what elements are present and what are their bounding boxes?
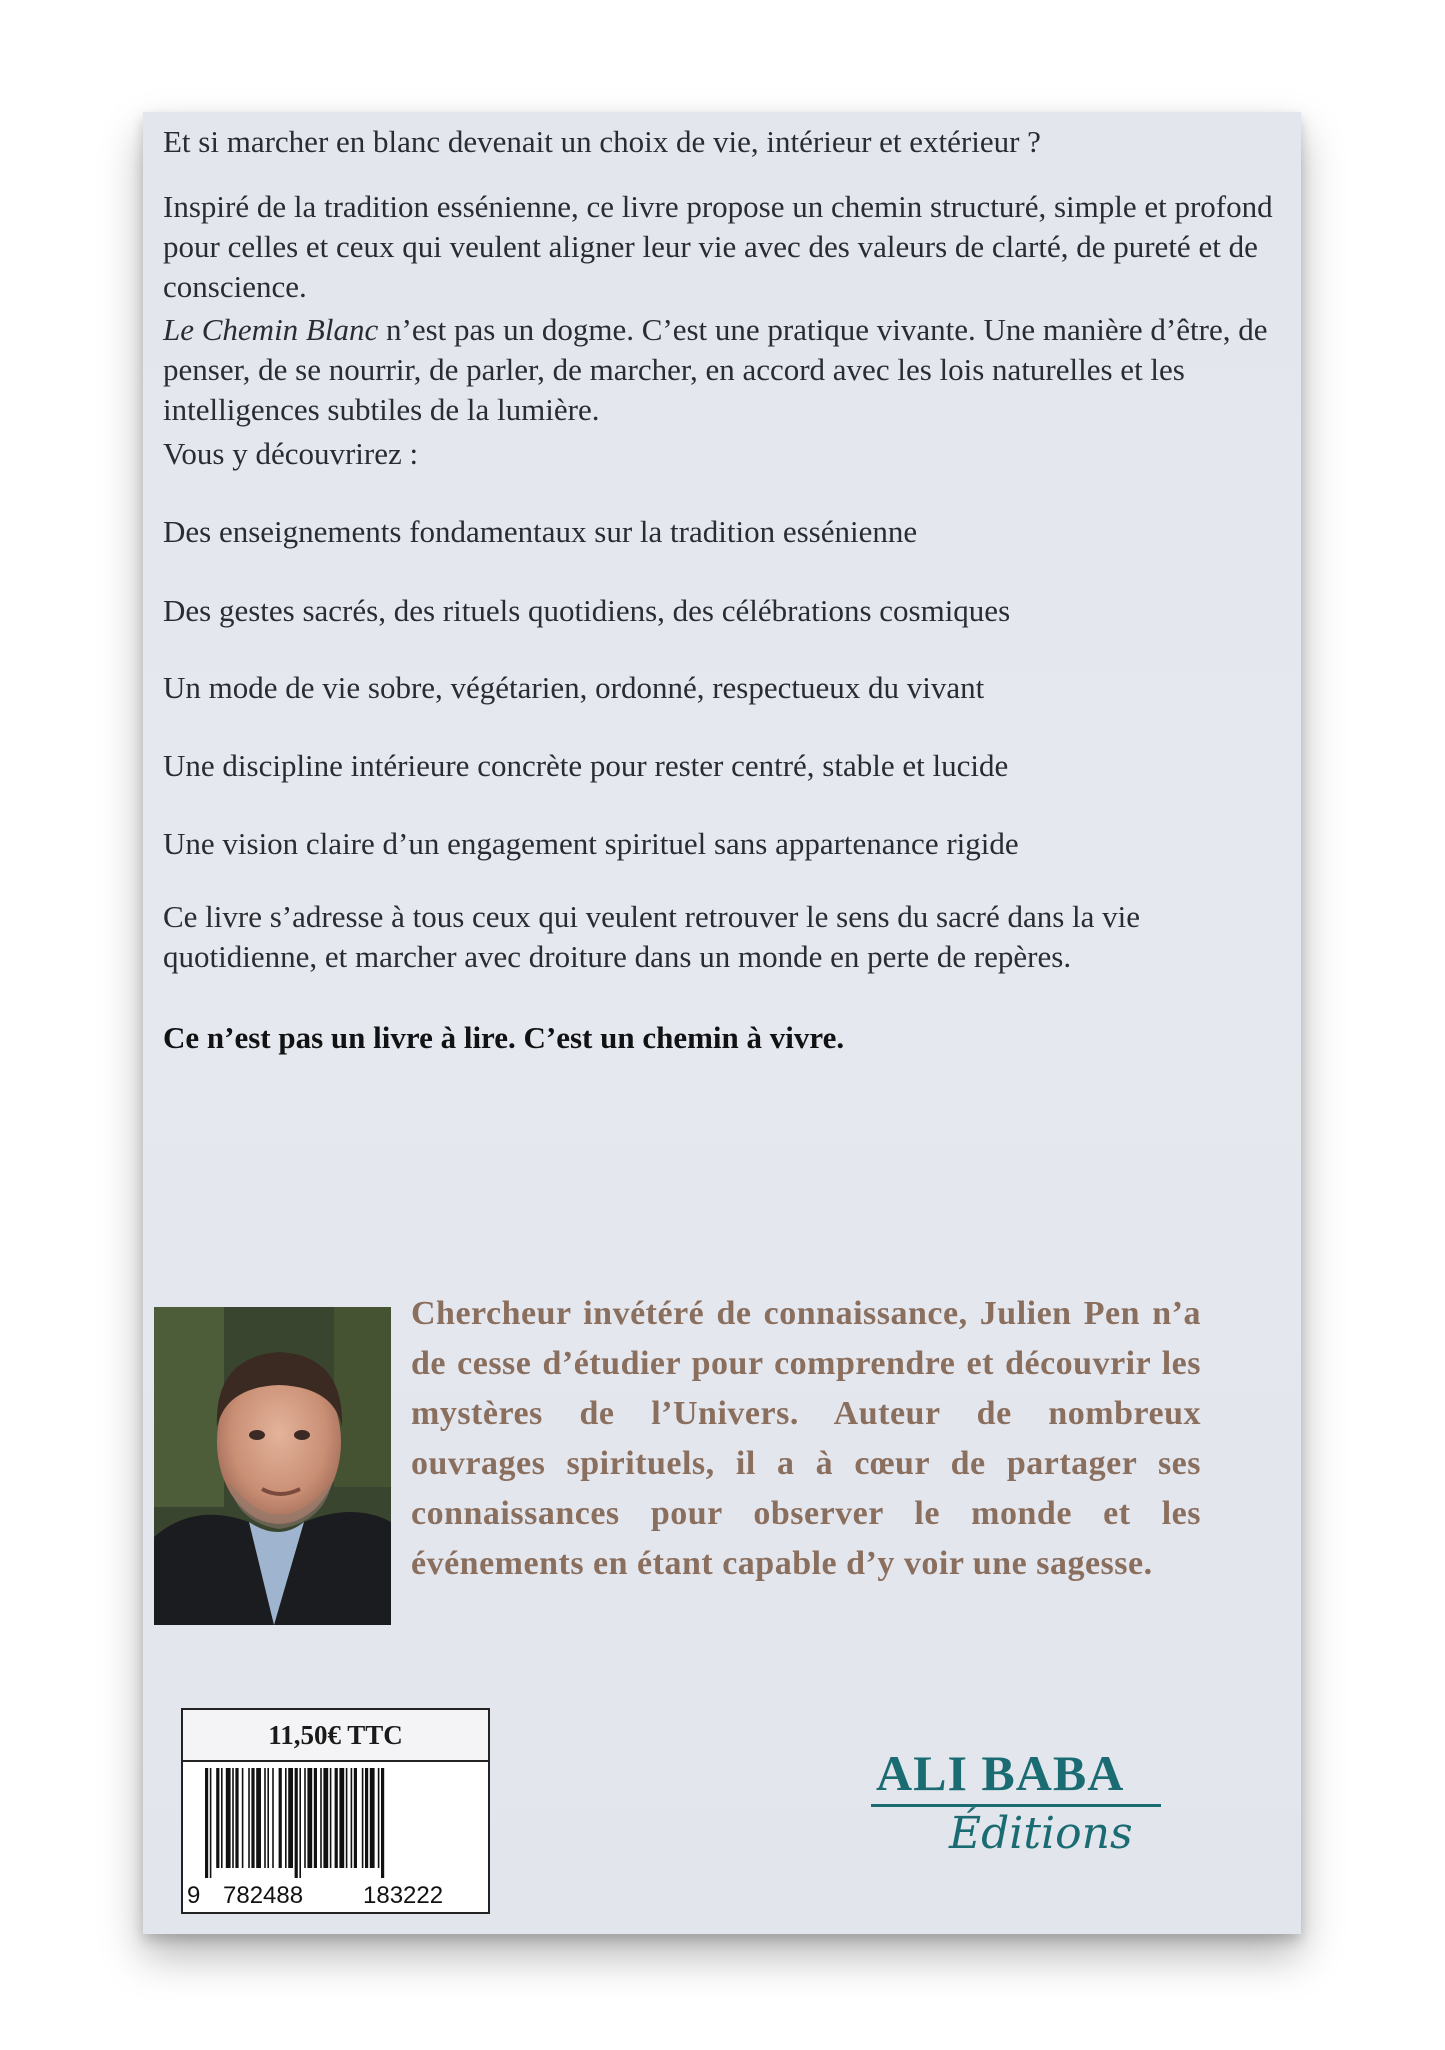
barcode-bar (299, 1768, 301, 1878)
barcode-bar (362, 1768, 364, 1868)
author-photo (154, 1307, 391, 1625)
barcode-bar (232, 1768, 234, 1868)
barcode-bar (339, 1768, 344, 1868)
isbn-digit-prefix: 9 (187, 1882, 201, 1909)
author-bio: Chercheur invétéré de connaissance, Julien Pen n’a de cesse d’étudier pour comprendre et découvrir les mystères de l’Univers. Auteur de nombreux ouvrages spirituels, il a à cœur de partager ses connaissances pour observer le monde et les événements en étant capable d’y voir une sagesse. (411, 1295, 1201, 1582)
barcode-bar (226, 1768, 231, 1868)
barcode-bar (314, 1768, 317, 1868)
price-label: 11,50€ TTC (181, 1708, 490, 1762)
audience-paragraph: Ce livre s’adresse à tous ceux qui veulent retrouver le sens du sacré dans la vie quotidienne, et marcher avec droiture dans un monde en perte de repères. (163, 899, 1141, 974)
barcode-bar (242, 1768, 244, 1868)
isbn-digits-left: 782488 (223, 1882, 304, 1909)
discover-item: Un mode de vie sobre, végétarien, ordonné, respectueux du vivant (163, 670, 985, 705)
barcode-bar (307, 1768, 312, 1868)
intro-question: Et si marcher en blanc devenait un choix de vie, intérieur et extérieur ? (163, 124, 1041, 159)
barcode-bar (235, 1768, 238, 1868)
discover-item: Une vision claire d’un engagement spirituel sans appartenance rigide (163, 826, 1019, 861)
barcode-bar (354, 1768, 357, 1868)
barcode-bar (323, 1768, 328, 1868)
dogma-paragraph-text: n’est pas un dogme. C’est une pratique vivante. Une manière d’être, de penser, de se nourrir, de parler, de marcher, en accord avec les lois naturelles et les intelligences subtiles de la lumière. (163, 312, 1268, 427)
book-title: Le Chemin Blanc (163, 312, 379, 347)
publisher-rule (871, 1804, 1161, 1807)
barcode-bar (330, 1768, 332, 1868)
barcode-bar (221, 1768, 223, 1868)
discover-heading: Vous y découvrirez : (163, 436, 419, 471)
barcode-bar (264, 1768, 266, 1868)
barcode-bar (335, 1768, 338, 1868)
barcode-bar (248, 1768, 250, 1868)
barcode-bars (183, 1762, 488, 1880)
publisher-logo (871, 1732, 1171, 1862)
barcode-bar (304, 1768, 306, 1868)
barcode-bar (267, 1768, 269, 1868)
discover-item: Des enseignements fondamentaux sur la tradition essénienne (163, 514, 918, 549)
barcode-bar (346, 1768, 348, 1868)
barcode-bar (288, 1768, 293, 1868)
inspired-paragraph: Inspiré de la tradition essénienne, ce livre propose un chemin structuré, simple et profond pour celles et ceux qui veulent aligner leur vie avec des valeurs de clarté, de pureté et de conscience. (163, 189, 1273, 304)
publisher-subtitle: Éditions (949, 1808, 1133, 1859)
isbn-barcode (181, 1760, 490, 1914)
dogma-paragraph (163, 310, 1273, 430)
isbn-digits-right: 183222 (363, 1882, 444, 1909)
barcode-bar (351, 1768, 353, 1868)
barcode-bar (251, 1768, 254, 1868)
barcode-bar (272, 1768, 274, 1868)
barcode-bar (320, 1768, 322, 1868)
discover-item: Une discipline intérieure concrète pour rester centré, stable et lucide (163, 748, 1009, 783)
barcode-bar (210, 1768, 212, 1878)
barcode-bar (205, 1768, 208, 1878)
barcode-bar (216, 1768, 219, 1868)
barcode-bar (295, 1768, 298, 1878)
barcode-bar (285, 1768, 287, 1868)
barcode-bar (365, 1768, 368, 1868)
barcode-bar (381, 1768, 384, 1878)
author-photo-illustration (154, 1307, 391, 1625)
discover-item: Des gestes sacrés, des rituels quotidiens, des célébrations cosmiques (163, 593, 1011, 628)
publisher-name: ALI BABA (876, 1745, 1125, 1801)
barcode-bar (370, 1768, 375, 1868)
tagline: Ce n’est pas un livre à lire. C’est un chemin à vivre. (163, 1020, 845, 1055)
barcode-bar (378, 1768, 380, 1868)
barcode-bar (279, 1768, 282, 1868)
barcode-bar (256, 1768, 261, 1868)
book-back-cover (143, 112, 1301, 1934)
